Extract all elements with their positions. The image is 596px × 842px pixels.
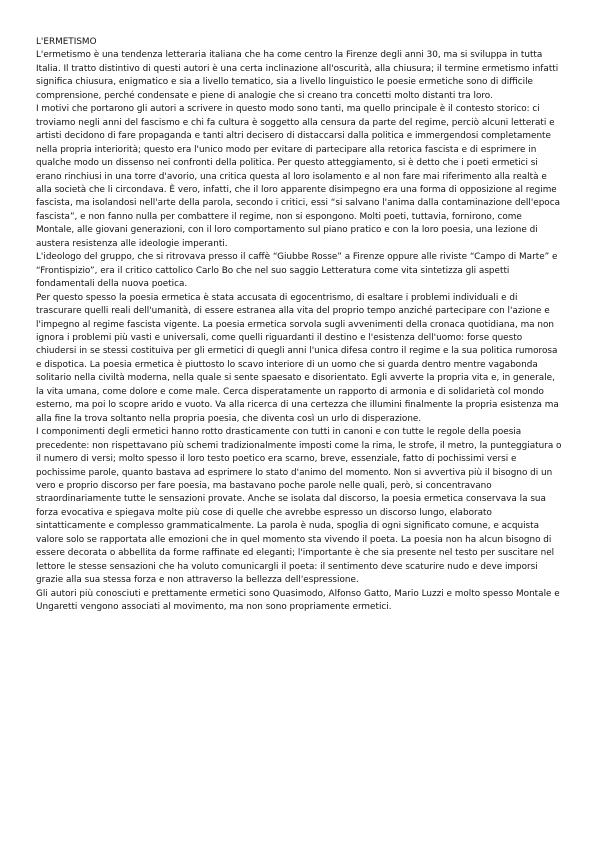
- document-page: [36, 36, 562, 614]
- paragraph-historical-context: I motivi che portarono gli autori a scrivere in questo modo sono tanti, ma quello principale è il contesto storico: ci troviamo negli anni del fascismo e chi fa cultura è soggetto alla censura da parte del regime, perciò alcuni letterati e artisti decidono di fare propaganda e tanti altri decisero di distaccarsi dalla politica e immergendosi completamente nella propria interiorità; questo era l'unico modo per evitare di partecipare alla retorica fascista e di esprimere in qualche modo un dissenso nei confronti della politica. Per questo atteggiamento, si è detto che i poeti ermetici si erano rinchiusi in una torre d'avorio, una critica questa al loro isolamento e al non fare mai riferimento alla realtà e alla società che li circondava. È vero, infatti, che il loro apparente disimpegno era una forma di opposizione al regime fascista, ma isolandosi nell'arte della parola, secondo i critici, essi “si salvano l'anima dalla contaminazione dell'epoca fascista”, e non fanno nulla per combattere il regime, non si espongono. Molti poeti, tuttavia, fornirono, come Montale, alle giovani generazioni, con il loro comportamento sul piano pratico e con la loro poesia, una lezione di austera resistenza alle ideologie imperanti.: [36, 104, 560, 249]
- paragraph-ideologue: L'ideologo del gruppo, che si ritrovava presso il caffè “Giubbe Rosse” a Firenze oppure alle riviste “Campo di Marte” e “Frontispizio”, era il critico cattolico Carlo Bo che nel suo saggio Letteratura come vita sintetizza gli aspetti fondamentali della nuova poetica.: [36, 252, 558, 290]
- paragraph-intro: L'ermetismo è una tendenza letteraria italiana che ha come centro la Firenze degli anni 30, ma si sviluppa in tutta Italia. Il tratto distintivo di questi autori è una certa inclinazione all'oscurità, alla chiusura; il termine ermetismo infatti significa chiusura, enigmatico e sia a livello tematico, sia a livello linguistico le poesie ermetiche sono di difficile comprensione, perché condensate e piene di analogie che si creano tra concetti molto distanti tra loro.: [36, 50, 559, 101]
- paragraph-criticism: Per questo spesso la poesia ermetica è stata accusata di egocentrismo, di esaltare i problemi individuali e di trascurare quelli reali dell'umanità, di essere estranea alla vita del proprio tempo anziché partecipare con l'azione e l'impegno al regime fascista vigente. La poesia ermetica sorvola sugli avvenimenti della cronaca quotidiana, ma non ignora i problemi più vasti e universali, come quelli riguardanti il destino e l'esistenza dell'uomo: forse questo chiudersi in se stessi costituiva per gli ermetici di quegli anni l'unica difesa contro il regime e la sua politica rumorosa e dispotica. La poesia ermetica è piuttosto lo scavo interiore di un uomo che si guarda dentro mentre vagabonda solitario nella civiltà moderna, nella quale si sente spaesato e disorientato. Egli avverte la propria vita e, in generale, la vita umana, come dolore e come male. Cerca disperatamente un rapporto di armonia e di solidarietà col mondo esterno, ma poi lo scopre arido e vuoto. Va alla ricerca di una certezza che illumini finalmente la propria esistenza ma alla fine la trova soltanto nella propria poesia, che diventa così un urlo di disperazione.: [36, 292, 559, 424]
- document-title: L'ERMETISMO: [36, 37, 97, 47]
- paragraph-authors: Gli autori più conosciuti e prettamente ermetici sono Quasimodo, Alfonso Gatto, Mario Luzzi e molto spesso Montale e Ungaretti vengono associati al movimento, ma non sono propriamente ermetici.: [36, 588, 560, 613]
- paragraph-form: I componimenti degli ermetici hanno rotto drasticamente con tutti in canoni e con tutte le regole della poesia precedente: non rispettavano più schemi tradizionalmente imposti come la rima, le strofe, il metro, la punteggiatura o il numero di versi; molto spesso il loro testo poetico era scarno, breve, essenziale, fatto di pochissimi versi e pochissime parole, quanto bastava ad esprimere lo stato d'animo del momento. Non si avvertiva più il bisogno di un vero e proprio discorso per fare poesia, ma bastavano poche parole nelle quali, però, si concentravano straordinariamente tutte le sensazioni provate. Anche se isolata dal discorso, la poesia ermetica conservava la sua forza evocativa e spiegava molte più cose di quelle che avrebbe espresso un discorso lungo, elaborato sintatticamente e complesso grammaticalmente. La parola è nuda, spoglia di ogni significato comune, e acquista valore solo se rapportata alle emozioni che in quel momento sta vivendo il poeta. La poesia non ha alcun bisogno di essere decorata o abbellita da forme raffinate ed eleganti; l'importante è che sia presente nel testo per suscitare nel lettore le stesse sensazioni che ha voluto comunicargli il poeta: il sentimento deve scaturire nudo e deve imporsi grazie alla sua stessa forza e non attraverso la bellezza dell'espressione.: [36, 427, 562, 586]
